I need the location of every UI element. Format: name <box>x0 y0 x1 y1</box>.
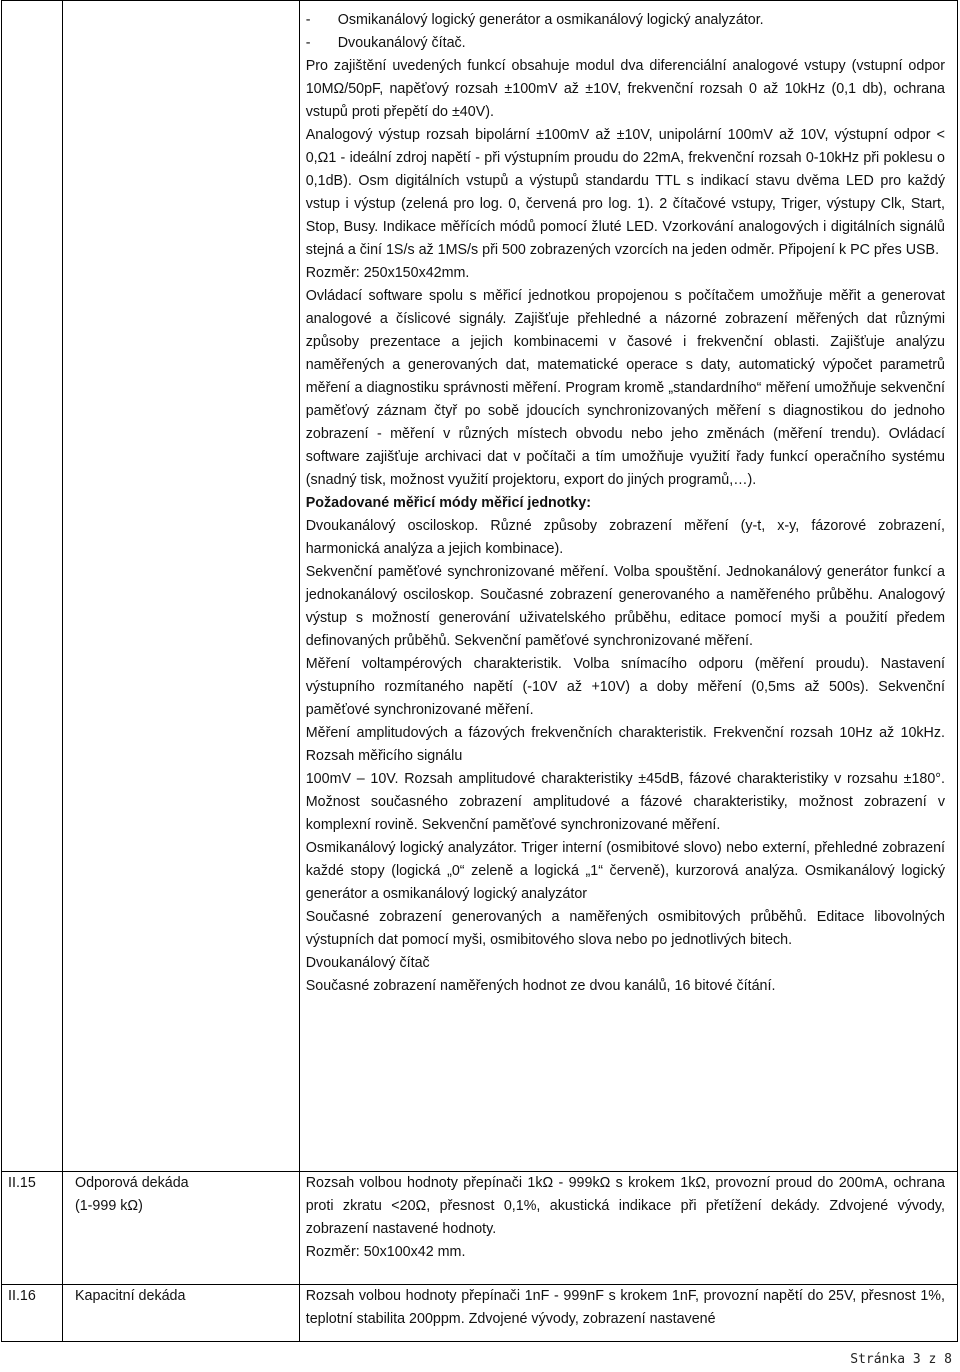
mode-paragraph: Dvoukanálový osciloskop. Různé způsoby zobrazení měření (y-t, x-y, fázorové zobrazení, harmonická analýza a jejich kombinace). <box>305 518 945 557</box>
row-name-cell <box>62 1172 299 1285</box>
mode-paragraph: Současné zobrazení generovaných a naměřených osmibitových průběhů. Editace libovolných výstupních dat pomocí myši, osmibitového slova nebo po jednotlivých bitech. <box>305 909 945 948</box>
mode-paragraph: Současné zobrazení naměřených hodnot ze dvou kanálů, 16 bitové čítání. <box>305 978 776 994</box>
mode-paragraph: Měření amplitudových a fázových frekvenčních charakteristik. Frekvenční rozsah 10Hz až 10kHz. Rozsah měřicího signálu <box>305 725 945 764</box>
row-number: II.15 <box>8 1175 36 1191</box>
specification-table <box>1 0 958 1342</box>
dash-item: - Osmikanálový logický generátor a osmikanálový logický analyzátor. <box>305 12 764 28</box>
row-description-cell <box>299 1285 957 1342</box>
row-description-cell <box>299 1172 957 1285</box>
mode-paragraph: Dvoukanálový čítač <box>305 955 430 971</box>
row-name-cell <box>62 1285 299 1342</box>
table-row <box>2 1285 958 1342</box>
table-row <box>2 1172 958 1285</box>
dash-item: - Dvoukanálový čítač. <box>305 35 466 51</box>
row-number: II.16 <box>8 1288 36 1304</box>
paragraph: Analogový výstup rozsah bipolární ±100mV až ±10V, unipolární 100mV až 10V, výstupní odpor < 0,Ω1 - ideální zdroj napětí - při výstupním proudu do 22mA, frekvenční rozsah 0-10kHz při poklesu o 0,1dB). Osm digitálních vstupů a výstupů standardu TTL s indikací stavu dvěma LED pro každý vstup i výstup (zelená pro log. 0, červená pro log. 1). 2 čítačové vstupy, Triger, výstupy Clk, Start, Stop, Busy. Indikace měřících módů pomocí žluté LED. Vzorkování analogových i digitálních signálů stejná a činí 1S/s až 1MS/s při 500 zobrazených vzorcích na jeden odměr. Připojení k PC přes USB. <box>305 127 945 258</box>
modes-heading: Požadované měřicí módy měřicí jednotky: <box>305 495 591 511</box>
mode-paragraph: Měření voltampérových charakteristik. Volba snímacího odporu (měření proudu). Nastavení výstupního rozmítaného napětí (-10V až +10V) a doby měření (0,5ms až 500s). Sekvenční paměťové synchronizované měření. <box>305 656 945 718</box>
paragraph: Ovládací software spolu s měřicí jednotkou propojenou s počítačem umožňuje měřit a generovat analogové a číslicové signály. Zajišťuje přehledné a názorné zobrazení měřených dat různými způsoby prezentace a jejich kombinacemi v časové i frekvenční oblasti. Zajišťuje analýzu naměřených a generovaných dat, matematické operace s daty, automatický výpočet parametrů měření a diagnostiku správnosti měření. Program kromě „standardního“ měření umožňuje sekvenční paměťový záznam čtyř po sobě jdoucích synchronizovaných měření s diagnostikou do jednoho zobrazení - měření v různých místech obvodu nebo jeho změnách (měření trendu). Ovládací software zajišťuje archivaci dat v počítači a tím umožňuje využití řady funkcí operačního systému (snadný tisk, možnost využití projektoru, export do jiných programů,…). <box>305 288 945 488</box>
row-description-cell <box>299 1 957 1172</box>
row-name: Odporová dekáda <box>74 1175 189 1191</box>
paragraph: Pro zajištění uvedených funkcí obsahuje modul dva diferenciální analogové vstupy (vstupní odpor 10MΩ/50pF, napěťový rozsah ±100mV až ±10V, frekvenční rozsah 0 až 10kHz (0,1 db), ochrana vstupů proti přepětí do ±40V). <box>305 58 945 120</box>
row-number-cell <box>2 1285 63 1342</box>
paragraph: Rozměr: 250x150x42mm. <box>305 265 470 281</box>
row-description: Rozsah volbou hodnoty přepínači 1nF - 999nF s krokem 1nF, provozní napětí do 25V, přesnost 1%, teplotní stabilita 200ppm. Zdvojené vývody, zobrazení nastavené <box>305 1288 945 1327</box>
row-name-cell <box>62 1 299 1172</box>
table-row-continued <box>2 1 958 1172</box>
page-footer: Stránka 3 z 8 <box>850 1352 952 1367</box>
row-number-cell <box>2 1172 63 1285</box>
mode-paragraph: Sekvenční paměťové synchronizované měření. Volba spouštění. Jednokanálový generátor funkcí a jednokanálový osciloskop. Současné zobrazení generovaného a naměřeného průběhu. Analogový výstup s možností generování uživatelského průběhu, editace pomocí myši a použití předem definovaných průběhů. Sekvenční paměťové synchronizované měření. <box>305 564 945 649</box>
row-name: Kapacitní dekáda <box>74 1288 186 1304</box>
row-number-cell <box>2 1 63 1172</box>
mode-paragraph: Osmikanálový logický analyzátor. Triger interní (osmibitové slovo) nebo externí, přehledné zobrazení každé stopy (logická „0“ zeleně a logická „1“ červeně), kurzorová analýza. Osmikanálový logický generátor a osmikanálový logický analyzátor <box>305 840 945 902</box>
row-size: Rozměr: 50x100x42 mm. <box>305 1244 466 1260</box>
row-description: Rozsah volbou hodnoty přepínači 1kΩ - 999kΩ s krokem 1kΩ, provozní proud do 200mA, ochrana proti zkratu <20Ω, přesnost 0,1%, akustická indikace při přetížení dekády. Zdvojené vývody, zobrazení nastavené hodnoty. <box>305 1175 945 1237</box>
mode-paragraph: 100mV – 10V. Rozsah amplitudové charakteristiky ±45dB, fázové charakteristiky v rozsahu ±180°. Možnost současného zobrazení amplitudové a fázové charakteristiky, možnost zobrazení v komplexní rovině. Sekvenční paměťové synchronizované měření. <box>305 771 945 833</box>
row-name-range: (1-999 kΩ) <box>74 1198 143 1214</box>
